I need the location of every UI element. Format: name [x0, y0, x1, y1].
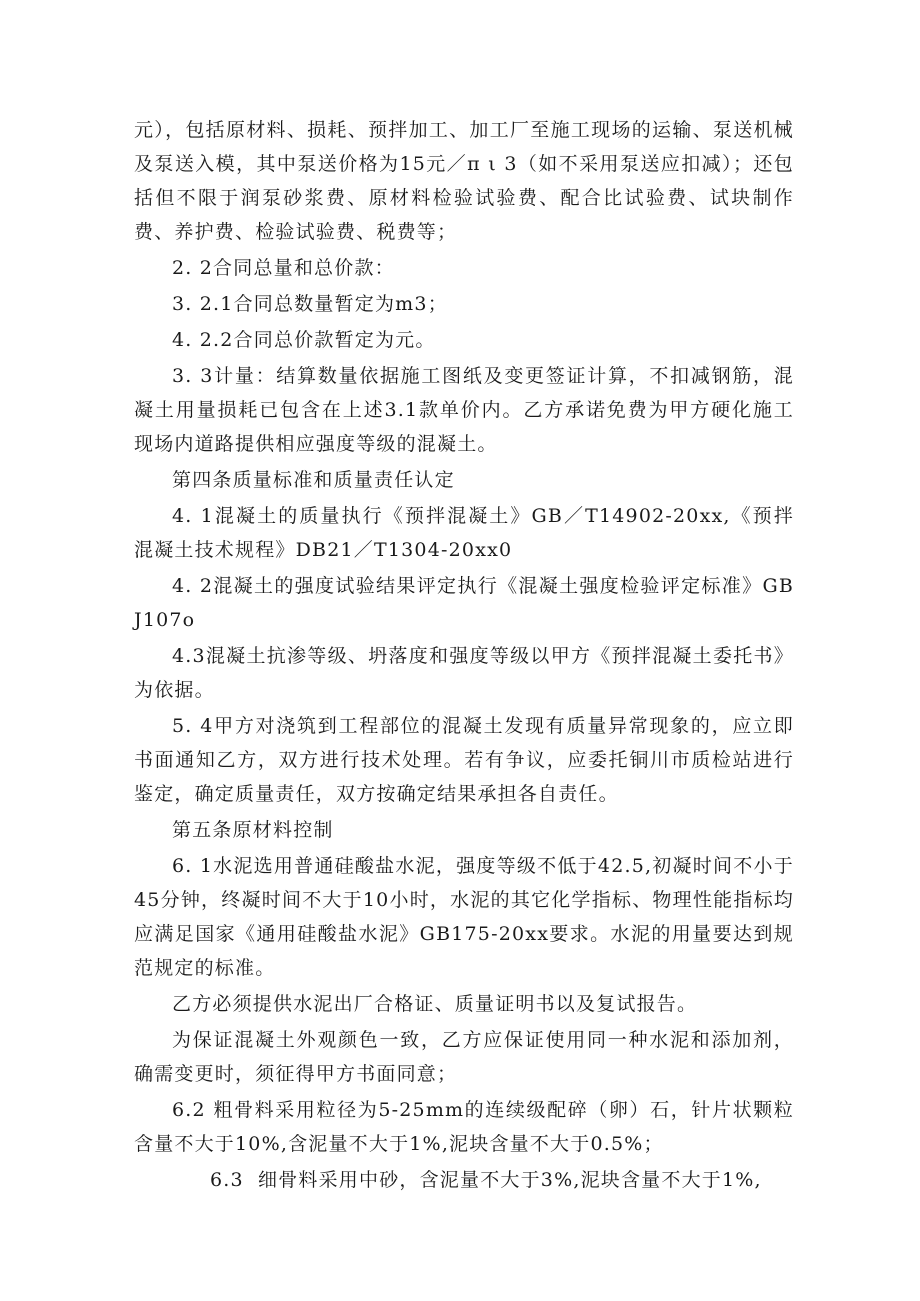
paragraph-5-4: 5. 4甲方对浇筑到工程部位的混凝土发现有质量异常现象的，应立即书面通知乙方，双方进行技术处理。若有争议，应委托铜川市质检站进行鉴定，确定质量责任，双方按确定结果承担各自责任。 [134, 715, 794, 805]
paragraph-price-scope: 元），包括原材料、损耗、预拌加工、加工厂至施工现场的运输、泵送机械及泵送入模，其中泵送价格为15元／π ι 3（如不采用泵送应扣减）；还包括但不限于润泵砂浆费、原材料检验试验费、配合比试验费、试块制作费、养护费、检验试验费、税费等； [134, 119, 794, 243]
paragraph-6-3-text: 细骨料采用中砂，含泥量不大于3%,泥块含量不大于1%, [258, 1169, 762, 1191]
section-heading-5: 第五条原材料控制 [172, 819, 334, 841]
paragraph-2-2-1: 3. 2.1合同总数量暂定为m3； [172, 293, 448, 315]
paragraph-2-2: 2. 2合同总量和总价款： [172, 257, 395, 279]
paragraph-3-3: 3. 3计量：结算数量依据施工图纸及变更签证计算，不扣减钢筋，混凝土用量损耗已包含在上述3.1款单价内。乙方承诺免费为甲方硬化施工现场内道路提供相应强度等级的混凝土。 [134, 365, 794, 455]
paragraph-6-1: 6. 1水泥选用普通硅酸盐水泥，强度等级不低于42.5,初凝时间不小于45分钟，终凝时间不大于10小时，水泥的其它化学指标、物理性能指标均应满足国家《通用硅酸盐水泥》GB175-20xx要求。水泥的用量要达到规范规定的标准。 [134, 855, 794, 979]
paragraph-cement-certificate: 乙方必须提供水泥出厂合格证、质量证明书以及复试报告。 [172, 993, 698, 1015]
paragraph-2-2-2: 4. 2.2合同总价款暂定为元。 [172, 329, 436, 351]
paragraph-6-3 [134, 1163, 794, 1197]
paragraph-4-2: 4. 2混凝土的强度试验结果评定执行《混凝土强度检验评定标准》GBJ107o [134, 575, 794, 631]
document-body [134, 113, 794, 1197]
paragraph-4-1: 4. 1混凝土的质量执行《预拌混凝土》GB／T14902-20xx,《预拌混凝土技术规程》DB21／T1304-20xx0 [134, 505, 794, 561]
paragraph-6-2: 6.2 粗骨料采用粒径为5-25mm的连续级配碎（卵）石，针片状颗粒含量不大于10%,含泥量不大于1%,泥块含量不大于0.5%； [134, 1099, 794, 1155]
section-heading-4: 第四条质量标准和质量责任认定 [172, 469, 455, 491]
paragraph-4-3: 4.3混凝土抗渗等级、坍落度和强度等级以甲方《预拌混凝土委托书》为依据。 [134, 645, 794, 701]
paragraph-6-3-number: 6.3 [210, 1169, 244, 1191]
paragraph-cement-consistency: 为保证混凝土外观颜色一致，乙方应保证使用同一种水泥和添加剂，确需变更时，须征得甲方书面同意； [134, 1029, 794, 1085]
